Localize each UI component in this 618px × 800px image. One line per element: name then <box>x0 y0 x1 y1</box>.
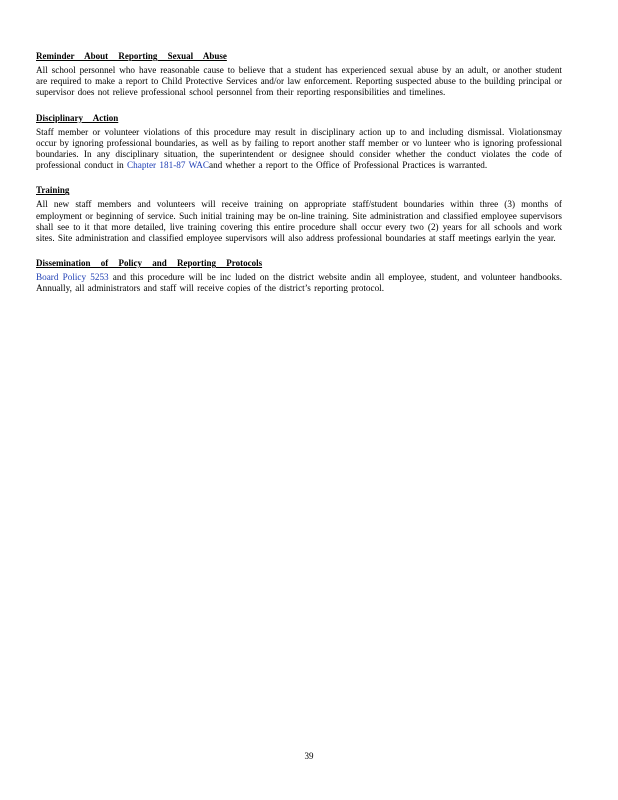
section-heading: Dissemination of Policy and Reporting Protocols <box>36 258 263 269</box>
section-reminder <box>36 46 562 99</box>
section-dissemination <box>36 253 562 294</box>
section-disciplinary-action <box>36 108 562 172</box>
section-heading: Reminder About Reporting Sexual Abuse <box>36 51 227 61</box>
section-body <box>36 272 562 294</box>
section-body <box>36 127 562 172</box>
section-body: All school personnel who have reasonable cause to believe that a student has experienced sexual abuse by an adult, or another student are required to make a report to Child Protective Services and/or law enforcement. Reporting suspected abuse to the building principal or supervisor does not relieve professional school personnel from their reporting responsibilities and timelines. <box>36 65 562 98</box>
section-body: All new staff members and volunteers will receive training on appropriate staff/student boundaries within three (3) months of employment or beginning of service. Such initial training may be on-line training. Site administration and classified employee supervisors shall see to it that more detailed, live training covering this entire procedure shall occur every two (2) years for all schools and work sites. Site administration and classified employee supervisors will also address professional boundaries at staff meetings earlyin the year. <box>36 199 562 244</box>
section-heading: Training <box>36 185 70 196</box>
body-text: and this procedure will be inc luded on the district website andin all employee, student, and volunteer handbooks. Annually, all administrators and staff will receive copies of the district’s reporting protocol. <box>36 272 562 294</box>
section-heading: Disciplinary Action <box>36 112 119 123</box>
board-policy-link[interactable]: Board Policy 5253 <box>36 272 109 283</box>
page-number: 39 <box>304 751 314 761</box>
document-page <box>36 46 562 304</box>
body-text: and whether a report to the Office of Professional Practices is warranted. <box>209 160 488 171</box>
section-training <box>36 180 562 244</box>
body-text: Staff member or volunteer violations of this procedure may result in disciplinary action up to and including dismissal. Violationsmay occur by ignoring professional boundaries, as well as by failing to report another staff member or vo lunteer who is ignoring professional boundaries. In any disciplinary situation, the superintendent or designee should consider whether the conduct violates the code of professional conduct in <box>36 126 562 171</box>
wac-chapter-link[interactable]: Chapter 181-87 WAC <box>127 160 209 171</box>
